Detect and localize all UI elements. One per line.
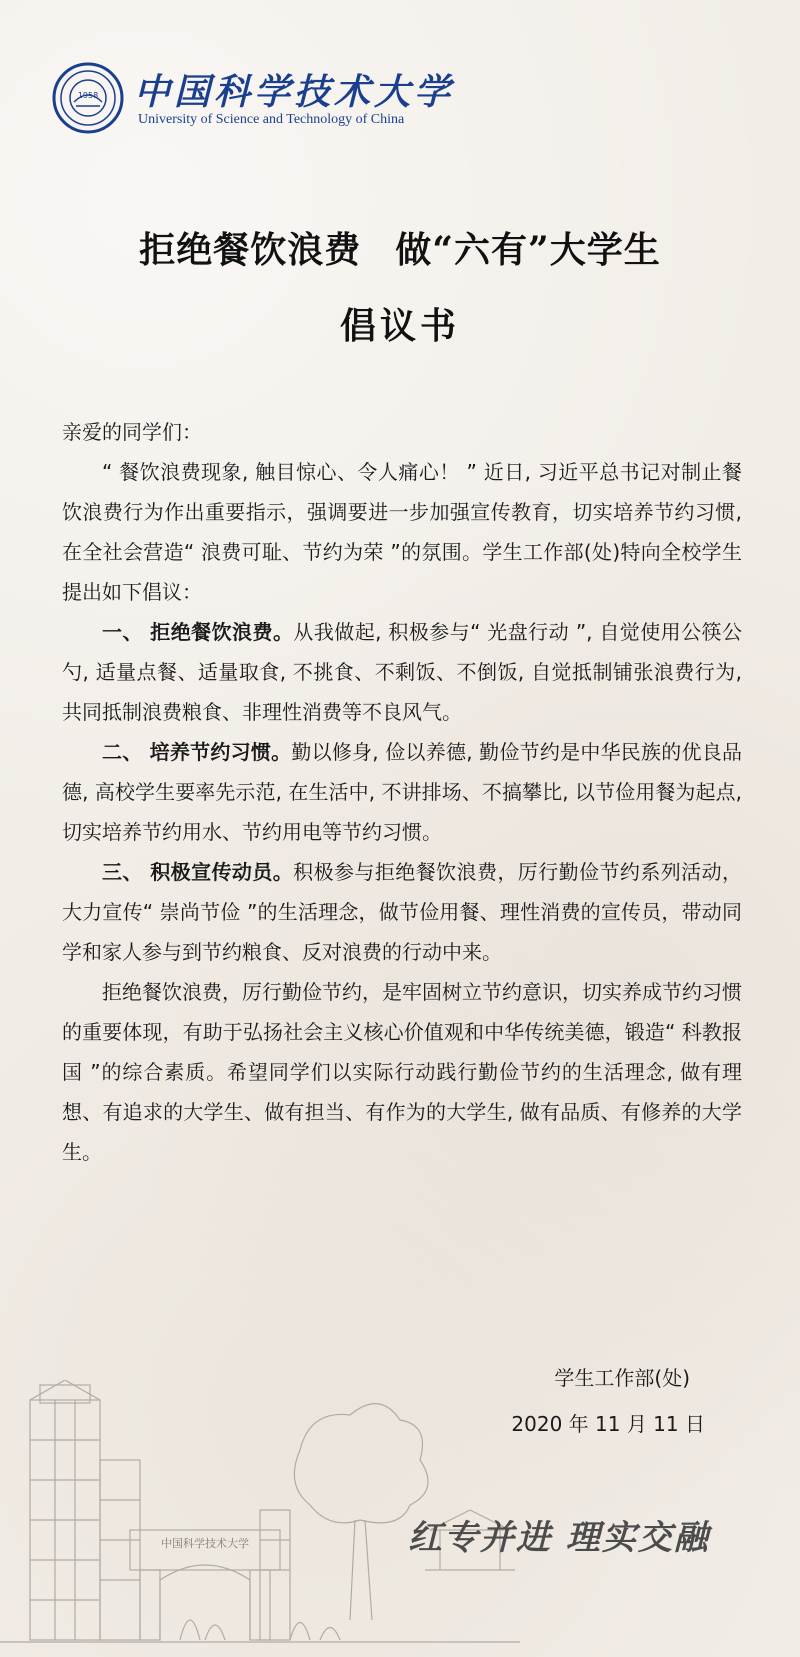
paragraph-point-2 — [62, 732, 742, 852]
university-name-en: University of Science and Technology of China — [138, 112, 405, 127]
paragraph-text: 积极参与拒绝餐饮浪费，厉行勤俭节约系列活动，大力宣传“ 崇尚节俭 ”的生活理念，做节俭用餐、理性消费的宣传员，带动同学和家人参与到节约粮食、反对浪费的行动中来。 — [62, 860, 742, 964]
paragraph-text: 勤以修身, 俭以养德, 勤俭节约是中华民族的优良品德, 高校学生要率先示范, 在生活中, 不讲排场、不搞攀比, 以节俭用餐为起点, 切实培养节约用水、节约用电等节约习惯。 — [62, 740, 742, 844]
paragraph-point-3 — [62, 852, 742, 972]
paragraph-point-1 — [62, 612, 742, 732]
paragraph-intro — [62, 452, 742, 612]
paragraph-text: 拒绝餐饮浪费，厉行勤俭节约，是牢固树立节约意识，切实养成节约习惯的重要体现，有助于弘扬社会主义核心价值观和中华传统美德，锻造“ 科教报国 ”的综合素质。希望同学们以实际行动践行勤俭节约的生活理念, 做有理想、有追求的大学生、做有担当、有作为的大学生, 做有品质、有修养的大学生。 — [62, 980, 742, 1164]
university-name-cn: 中国科学技术大学 — [134, 71, 455, 113]
signature-date: 2020 年 11 月 11 日 — [511, 1412, 705, 1436]
gate-sign: 中国科学技术大学 — [161, 1537, 249, 1550]
university-motto: 红专并进 理实交融 — [408, 1518, 710, 1558]
paragraph-text: “ 餐饮浪费现象, 触目惊心、令人痛心！ ” 近日, 习近平总书记对制止餐饮浪费行为作出重要指示，强调要进一步加强宣传教育，切实培养节约习惯, 在全社会营造“ 浪费可耻、节约为荣 ”的氛围。学生工作部(处)特向全校学生提出如下倡议： — [62, 460, 742, 604]
university-header — [52, 62, 472, 142]
university-seal-icon — [52, 62, 124, 134]
letter-body — [62, 412, 742, 1172]
title-part2: 做“六有”大学生 — [395, 229, 661, 271]
paragraph-text: 从我做起, 积极参与“ 光盘行动 ”, 自觉使用公筷公勺, 适量点餐、适量取食, 不挑食、不剩饭、不倒饭, 自觉抵制铺张浪费行为, 共同抵制浪费粮食、非理性消费等不良风气。 — [62, 620, 742, 724]
document-title-line1 — [0, 222, 800, 273]
document-title-line2: 倡议书 — [339, 305, 460, 347]
signature-department: 学生工作部(处) — [554, 1366, 690, 1390]
paragraph-conclusion — [62, 972, 742, 1172]
seal-year: 1958 — [77, 91, 99, 100]
point-heading: 三、 积极宣传动员。 — [102, 860, 294, 884]
title-part1: 拒绝餐饮浪费 — [139, 229, 362, 271]
point-heading: 二、 培养节约习惯。 — [102, 740, 292, 764]
greeting: 亲爱的同学们： — [62, 420, 202, 444]
point-heading: 一、 拒绝餐饮浪费。 — [102, 620, 294, 644]
